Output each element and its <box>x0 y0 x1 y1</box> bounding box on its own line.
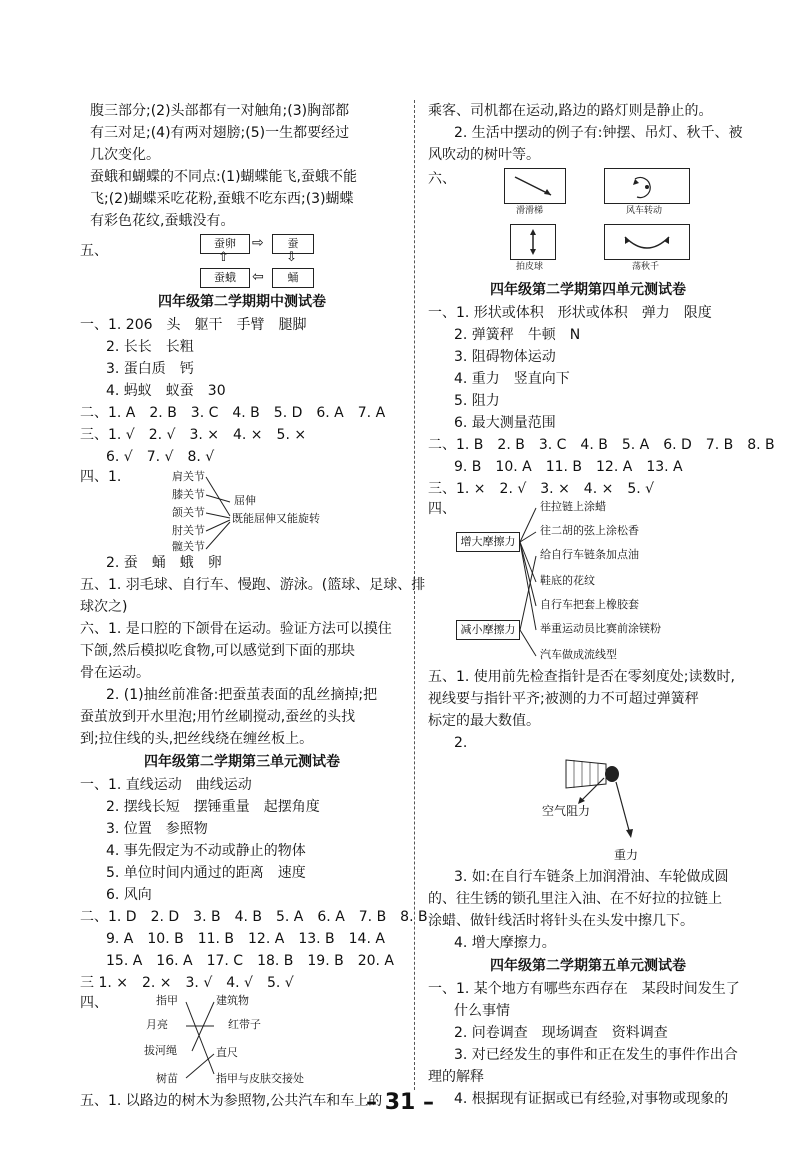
air-resistance-label: 空气阻力 <box>542 804 591 818</box>
item-left: 月亮 <box>146 1018 168 1031</box>
question-label: 四、 <box>80 995 108 1011</box>
answer-line: 9. B 10. A 11. B 12. A 13. A <box>454 459 683 475</box>
item-right: 建筑物 <box>216 994 249 1007</box>
question-label: 四、 <box>428 501 456 517</box>
arrow-left-icon: ⇦ <box>252 269 264 285</box>
section-title: 四年级第二学期期中测试卷 <box>158 294 326 310</box>
caption-slide: 滑滑梯 <box>516 206 544 216</box>
text-line: 几次变化。 <box>90 147 160 163</box>
column-divider <box>414 100 415 1090</box>
gravity-label: 重力 <box>614 848 639 862</box>
item-right: 指甲与皮肤交接处 <box>216 1072 304 1085</box>
decrease-friction-box: 减小摩擦力 <box>456 620 520 640</box>
stage-egg: 蚕卵 <box>200 234 250 254</box>
answer-line: 标定的最大数值。 <box>428 713 540 729</box>
answer-line: 6. √ 7. √ 8. √ <box>106 449 215 465</box>
page-number: – 31 – <box>366 1090 434 1115</box>
answer-line: 9. A 10. B 11. B 12. A 13. B 14. A <box>106 931 385 947</box>
section-title: 四年级第二学期第三单元测试卷 <box>144 754 340 770</box>
answer-line: 三、1. × 2. √ 3. × 4. × 5. √ <box>428 481 655 497</box>
answer-line: 15. A 16. A 17. C 18. B 19. B 20. A <box>106 953 395 969</box>
answer-line: 什么事情 <box>454 1003 510 1019</box>
arrow-right-icon: ⇨ <box>252 235 264 251</box>
answer-line: 蚕茧放到开水里泡;用竹丝刷搅动,蚕丝的头找 <box>80 709 356 725</box>
answer-line: 2. 摆线长短 摆锤重量 起摆角度 <box>106 799 320 815</box>
caption-swing: 荡秋千 <box>632 262 660 272</box>
answer-line: 4. 根据现有证据或已有经验,对事物或现象的 <box>454 1091 729 1107</box>
shuttlecock-icon <box>428 754 748 844</box>
answer-line: 一、1. 206 头 躯干 手臂 腿脚 <box>80 317 307 333</box>
answer-line: 二、1. B 2. B 3. C 4. B 5. A 6. D 7. B 8. B <box>428 437 775 453</box>
arrow-down-icon: ⇩ <box>286 250 297 265</box>
joints-matching-diagram <box>80 468 404 552</box>
movement-bend-rotate: 既能屈伸又能旋转 <box>232 512 320 525</box>
method-item: 自行车把套上橡胶套 <box>540 598 639 611</box>
answer-line: 2. (1)抽丝前准备:把蚕茧表面的乱丝摘掉;把 <box>106 687 378 703</box>
text-line: 有三对足;(4)有两对翅膀;(5)一生都要经过 <box>90 125 350 141</box>
method-item: 举重运动员比赛前涂镁粉 <box>540 622 661 635</box>
text-line: 蚕蛾和蝴蝶的不同点:(1)蝴蝶能飞,蚕蛾不能 <box>90 169 357 185</box>
question-label: 四、1. <box>80 469 122 485</box>
answer-line: 球次之) <box>80 599 128 615</box>
increase-friction-box: 增大摩擦力 <box>456 532 520 552</box>
answer-line: 二、1. D 2. D 3. B 4. B 5. A 6. A 7. B 8. B <box>80 909 428 925</box>
answer-line: 到;拉住线的头,把丝线绕在缠丝板上。 <box>80 731 314 747</box>
answer-line: 6. 风向 <box>106 887 152 903</box>
answer-line: 2. <box>454 735 468 751</box>
answer-line: 4. 事先假定为不动或静止的物体 <box>106 843 306 859</box>
answer-line: 下颌,然后模拟吃食物,可以感觉到下面的那块 <box>80 643 355 659</box>
answer-line: 4. 重力 竖直向下 <box>454 371 570 387</box>
item-left: 拔河绳 <box>144 1044 177 1057</box>
caption-windmill: 风车转动 <box>626 206 663 216</box>
slide-figure <box>504 168 566 204</box>
answer-line: 5. 单位时间内通过的距离 速度 <box>106 865 306 881</box>
answer-line: 视线要与指针平齐;被测的力不可超过弹簧秤 <box>428 691 699 707</box>
answer-line: 4. 增大摩擦力。 <box>454 935 556 951</box>
joint-label: 髋关节 <box>172 540 205 553</box>
reference-matching-diagram <box>80 994 404 1090</box>
answer-line: 2. 蚕 蛹 蛾 卵 <box>106 555 222 571</box>
answer-line: 的、往生锈的锁孔里注入油、在不好拉的拉链上 <box>428 891 722 907</box>
joint-label: 肘关节 <box>172 524 205 537</box>
answer-line: 骨在运动。 <box>80 665 150 681</box>
caption-ball: 拍皮球 <box>516 262 544 272</box>
stage-silkworm: 蚕 <box>272 234 314 254</box>
ball-figure <box>510 224 556 260</box>
silkworm-life-cycle-diagram <box>80 232 404 290</box>
arrow-up-icon: ⇧ <box>218 250 229 265</box>
windmill-figure <box>604 168 690 204</box>
answer-line: 六、1. 是口腔的下颌骨在运动。验证方法可以摸住 <box>80 621 392 637</box>
text-line: 腹三部分;(2)头部都有一对触角;(3)胸部都 <box>90 103 350 119</box>
joint-label: 颌关节 <box>172 506 205 519</box>
swing-figure <box>604 224 690 260</box>
answer-line: 3. 阻碍物体运动 <box>454 349 556 365</box>
answer-line: 三 1. × 2. × 3. √ 4. √ 5. √ <box>80 975 294 991</box>
motion-types-diagram <box>428 166 748 278</box>
movement-bend: 屈伸 <box>234 494 256 507</box>
answer-line: 2. 生活中摆动的例子有:钟摆、吊灯、秋千、被 <box>454 125 743 141</box>
answer-line: 一、1. 直线运动 曲线运动 <box>80 777 252 793</box>
method-item: 往二胡的弦上涂松香 <box>540 524 639 537</box>
answer-line: 一、1. 某个地方有哪些东西存在 某段时间发生了 <box>428 981 740 997</box>
answer-line: 2. 长长 长粗 <box>106 339 194 355</box>
item-left: 指甲 <box>156 994 178 1007</box>
answer-line: 2. 问卷调查 现场调查 资料调查 <box>454 1025 668 1041</box>
friction-matching-diagram <box>428 500 748 666</box>
item-right: 红带子 <box>228 1018 261 1031</box>
stage-pupa: 蛹 <box>272 268 314 288</box>
answer-line: 理的解释 <box>428 1069 484 1085</box>
answer-line: 2. 弹簧秤 牛顿 N <box>454 327 581 343</box>
answer-line: 3. 位置 参照物 <box>106 821 208 837</box>
item-left: 树苗 <box>156 1072 178 1085</box>
answer-line: 3. 蛋白质 钙 <box>106 361 194 377</box>
answer-line: 涂蜡、做针线活时将针头在头发中擦几下。 <box>428 913 694 929</box>
answer-line: 五、1. 使用前先检查指针是否在零刻度处;读数时, <box>428 669 735 685</box>
answer-line: 五、1. 羽毛球、自行车、慢跑、游泳。(篮球、足球、排 <box>80 577 426 593</box>
method-item: 汽车做成流线型 <box>540 648 617 661</box>
item-right: 直尺 <box>216 1046 238 1059</box>
answer-line: 4. 蚂蚁 蚁蚕 30 <box>106 383 226 399</box>
answer-line: 三、1. √ 2. √ 3. × 4. × 5. × <box>80 427 307 443</box>
answer-line: 3. 对已经发生的事件和正在发生的事件作出合 <box>454 1047 738 1063</box>
joint-label: 膝关节 <box>172 488 205 501</box>
matching-lines <box>80 468 404 552</box>
section-title: 四年级第二学期第五单元测试卷 <box>490 958 686 974</box>
question-label: 五、 <box>80 243 108 259</box>
answer-line: 乘客、司机都在运动,路边的路灯则是静止的。 <box>428 103 713 119</box>
text-line: 飞;(2)蝴蝶采吃花粉,蚕蛾不吃东西;(3)蝴蝶 <box>90 191 354 207</box>
answer-line: 风吹动的树叶等。 <box>428 147 540 163</box>
answer-line: 3. 如:在自行车链条上加润滑油、车轮做成圆 <box>454 869 729 885</box>
method-item: 给自行车链条加点油 <box>540 548 639 561</box>
question-label: 六、 <box>428 171 456 187</box>
answer-line: 一、1. 形状或体积 形状或体积 弹力 限度 <box>428 305 712 321</box>
right-column <box>428 100 775 1110</box>
stage-moth: 蚕蛾 <box>200 268 250 288</box>
shuttlecock-force-diagram <box>428 754 748 844</box>
answer-line: 5. 阻力 <box>454 393 500 409</box>
joint-label: 肩关节 <box>172 470 205 483</box>
text-line: 有彩色花纹,蚕蛾没有。 <box>90 213 235 229</box>
answer-line: 6. 最大测量范围 <box>454 415 556 431</box>
answer-line: 五、1. 以路边的树木为参照物,公共汽车和车上的 <box>80 1093 383 1109</box>
section-title: 四年级第二学期第四单元测试卷 <box>490 282 686 298</box>
answer-line: 二、1. A 2. B 3. C 4. B 5. D 6. A 7. A <box>80 405 386 421</box>
method-item: 往拉链上涂蜡 <box>540 500 606 513</box>
method-item: 鞋底的花纹 <box>540 574 595 587</box>
